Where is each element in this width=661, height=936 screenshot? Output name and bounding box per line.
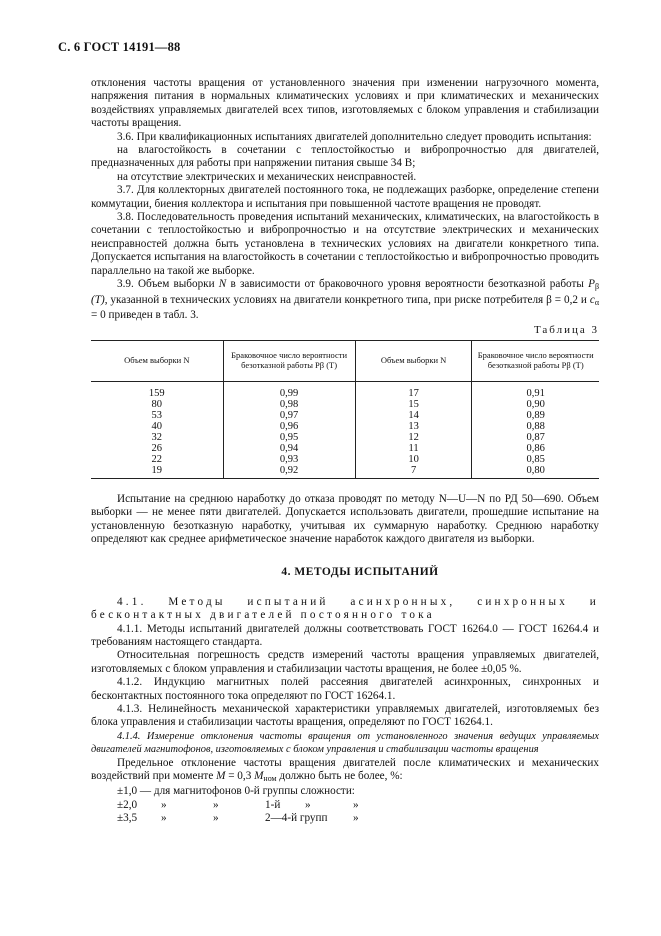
table-cell: 10 — [355, 454, 472, 465]
table-cell: 32 — [151, 431, 163, 443]
table-row — [91, 432, 599, 443]
table-cell: 0,94 — [223, 443, 355, 454]
table-cell: 15 — [355, 399, 472, 410]
table-cell: 159 — [148, 387, 165, 399]
table-cell: 0,96 — [223, 421, 355, 432]
paragraph-3-7: 3.7. Для коллекторных двигателей постоянного тока, не подлежащих разборке, определение степени коммутации, биения коллектора и испытания при повышенной частоте вращения не проводят. — [91, 184, 599, 210]
table-cell: 53 — [151, 409, 163, 421]
table-cell: 17 — [355, 381, 472, 399]
table-header-sample-size-2: Объем выборки N — [355, 340, 472, 381]
page-header: С. 6 ГОСТ 14191—88 — [58, 40, 181, 54]
table-cell: 0,97 — [223, 410, 355, 421]
table-row — [91, 454, 599, 465]
table-cell: 0,80 — [472, 465, 599, 479]
table-cell: 0,95 — [223, 432, 355, 443]
paragraph-4-1: 4.1. Методы испытаний асинхронных, синхронных и бесконтактных двигателей постоянного тока — [91, 595, 599, 622]
table-cell: 0,91 — [472, 381, 599, 399]
paragraph-4-1-3: 4.1.3. Нелинейность механической характеристики управляемых двигателей, изготовляемых без блока управления и стабилизации частоты вращения, определяют по ГОСТ 16264.1. — [91, 703, 599, 729]
table-header-sample-size: Объем выборки N — [91, 340, 223, 381]
table-row — [91, 465, 599, 479]
table-cell: 0,92 — [223, 465, 355, 479]
table-header-reject-number-2: Браковочное число вероятности безотказной работы Pβ (T) — [472, 340, 599, 381]
paragraph-3-9: 3.9. Объем выборки N в зависимости от браковочного уровня вероятности безотказной работы $P_\beta$ (T), указанной в технических условиях на двигатели конкретного типа, при риске потребителя β = 0,2 и $c_\alpha = 0$ приведен в табл. 3. — [91, 278, 600, 321]
table-cell: 0,87 — [472, 432, 599, 443]
paragraph-mtbf: Испытание на среднюю наработку до отказа проводят по методу N—U—N по РД 50—690. Объем выборки — не менее пяти двигателей. Допускается использовать двигатели, прошедшие испытание на установленную безотказную наработку, учитывая их суммарную наработку. Среднюю наработку определяют как среднее арифметическое значение наработок каждого двигателя из выборки. — [91, 492, 599, 545]
table-cell: 80 — [151, 398, 163, 410]
table-cell: 14 — [355, 410, 472, 421]
table-cell: 40 — [151, 420, 163, 432]
table-row — [91, 421, 599, 432]
table-cell: 0,88 — [472, 421, 599, 432]
table-cell: 7 — [355, 465, 472, 479]
table-row — [91, 443, 599, 454]
deviation-list — [117, 785, 599, 825]
table-cell: 22 — [151, 453, 163, 465]
section-title: 4. МЕТОДЫ ИСПЫТАНИЙ — [281, 566, 439, 579]
table-row — [91, 410, 599, 421]
list-item: ±1,0 — для магнитофонов 0-й группы сложности: — [117, 785, 355, 798]
table-cell: 13 — [355, 421, 472, 432]
paragraph-4-1-2: 4.1.2. Индукцию магнитных полей рассеяния двигателей асинхронных, синхронных и бесконтактных постоянного тока определяют по ГОСТ 16264.1. — [91, 676, 599, 702]
table-row — [91, 399, 599, 410]
paragraph-4-1-1: 4.1.1. Методы испытаний двигателей должны соответствовать ГОСТ 16264.0 — ГОСТ 16264.4 и требованиям настоящего стандарта. — [91, 622, 599, 648]
table-cell: 0,93 — [223, 454, 355, 465]
table-cell: 26 — [151, 442, 163, 454]
table-cell: 0,89 — [472, 410, 599, 421]
table-cell: 0,86 — [472, 443, 599, 454]
table-cell: 0,85 — [472, 454, 599, 465]
paragraph-3-8: 3.8. Последовательность проведения испытаний механических, климатических, на влагостойкость в сочетании с теплостойкостью и вибропрочностью и на отсутствие электрических и механических неисправностей должна быть установлена в технических условиях на двигатели конкретного типа. Допускается испытания на влагостойкость в сочетании с теплостойкостью и вибропрочностью проводить параллельно на такой же выборке. — [91, 211, 599, 277]
document-body — [91, 77, 599, 826]
paragraph-3-6-item-b: на отсутствие электрических и механических неисправностей. — [117, 170, 417, 183]
paragraph-3-6: 3.6. При квалификационных испытаниях двигателей дополнительно следует проводить испытания: — [117, 130, 592, 143]
table-cell: 11 — [355, 443, 472, 454]
table-cell: 0,99 — [223, 381, 355, 399]
table-row — [91, 381, 599, 399]
list-item: ±2,0 » » 1-й » » — [117, 798, 359, 811]
paragraph-relative-error: Относительная погрешность средств измерений частоты вращения управляемых двигателей, изготовляемых с блоком управления и стабилизации частоты вращения, не более ±0,05 %. — [91, 649, 599, 675]
list-item: ±3,5 » » 2—4-й групп » — [117, 812, 359, 825]
table-cell: 12 — [355, 432, 472, 443]
table-cell: 19 — [91, 465, 223, 479]
paragraph-4-1-4: 4.1.4. Измерение отклонения частоты вращения от установленного значения ведущих управляемых двигателей магнитофонов, изготовляемых с блоком управления и стабилизации частоты вращения — [91, 730, 599, 756]
paragraph-limit: Предельное отклонение частоты вращения двигателей после климатических и механических воздействий при моменте M = 0,3 $M_{ном}$ должно быть не более, %: — [91, 756, 599, 784]
table-header-reject-number: Браковочное число вероятности безотказной работы Pβ (T) — [223, 340, 355, 381]
table-caption: Таблица 3 — [533, 324, 599, 337]
paragraph-continuation: отклонения частоты вращения от установленного значения при изменении нагрузочного момента, напряжения питания в нормальных климатических условиях и при климатических и механических воздействиях управляемых двигателей всех типов, изготовляемых с блоком управления и стабилизации частоты вращения. — [91, 77, 599, 130]
table-3 — [91, 340, 599, 479]
table-cell: 0,90 — [472, 399, 599, 410]
table-cell: 0,98 — [223, 399, 355, 410]
paragraph-3-6-item-a: на влагостойкость в сочетании с теплостойкостью и вибропрочностью для двигателей, предназначенных для работы при напряжении питания свыше 34 В; — [91, 144, 599, 170]
